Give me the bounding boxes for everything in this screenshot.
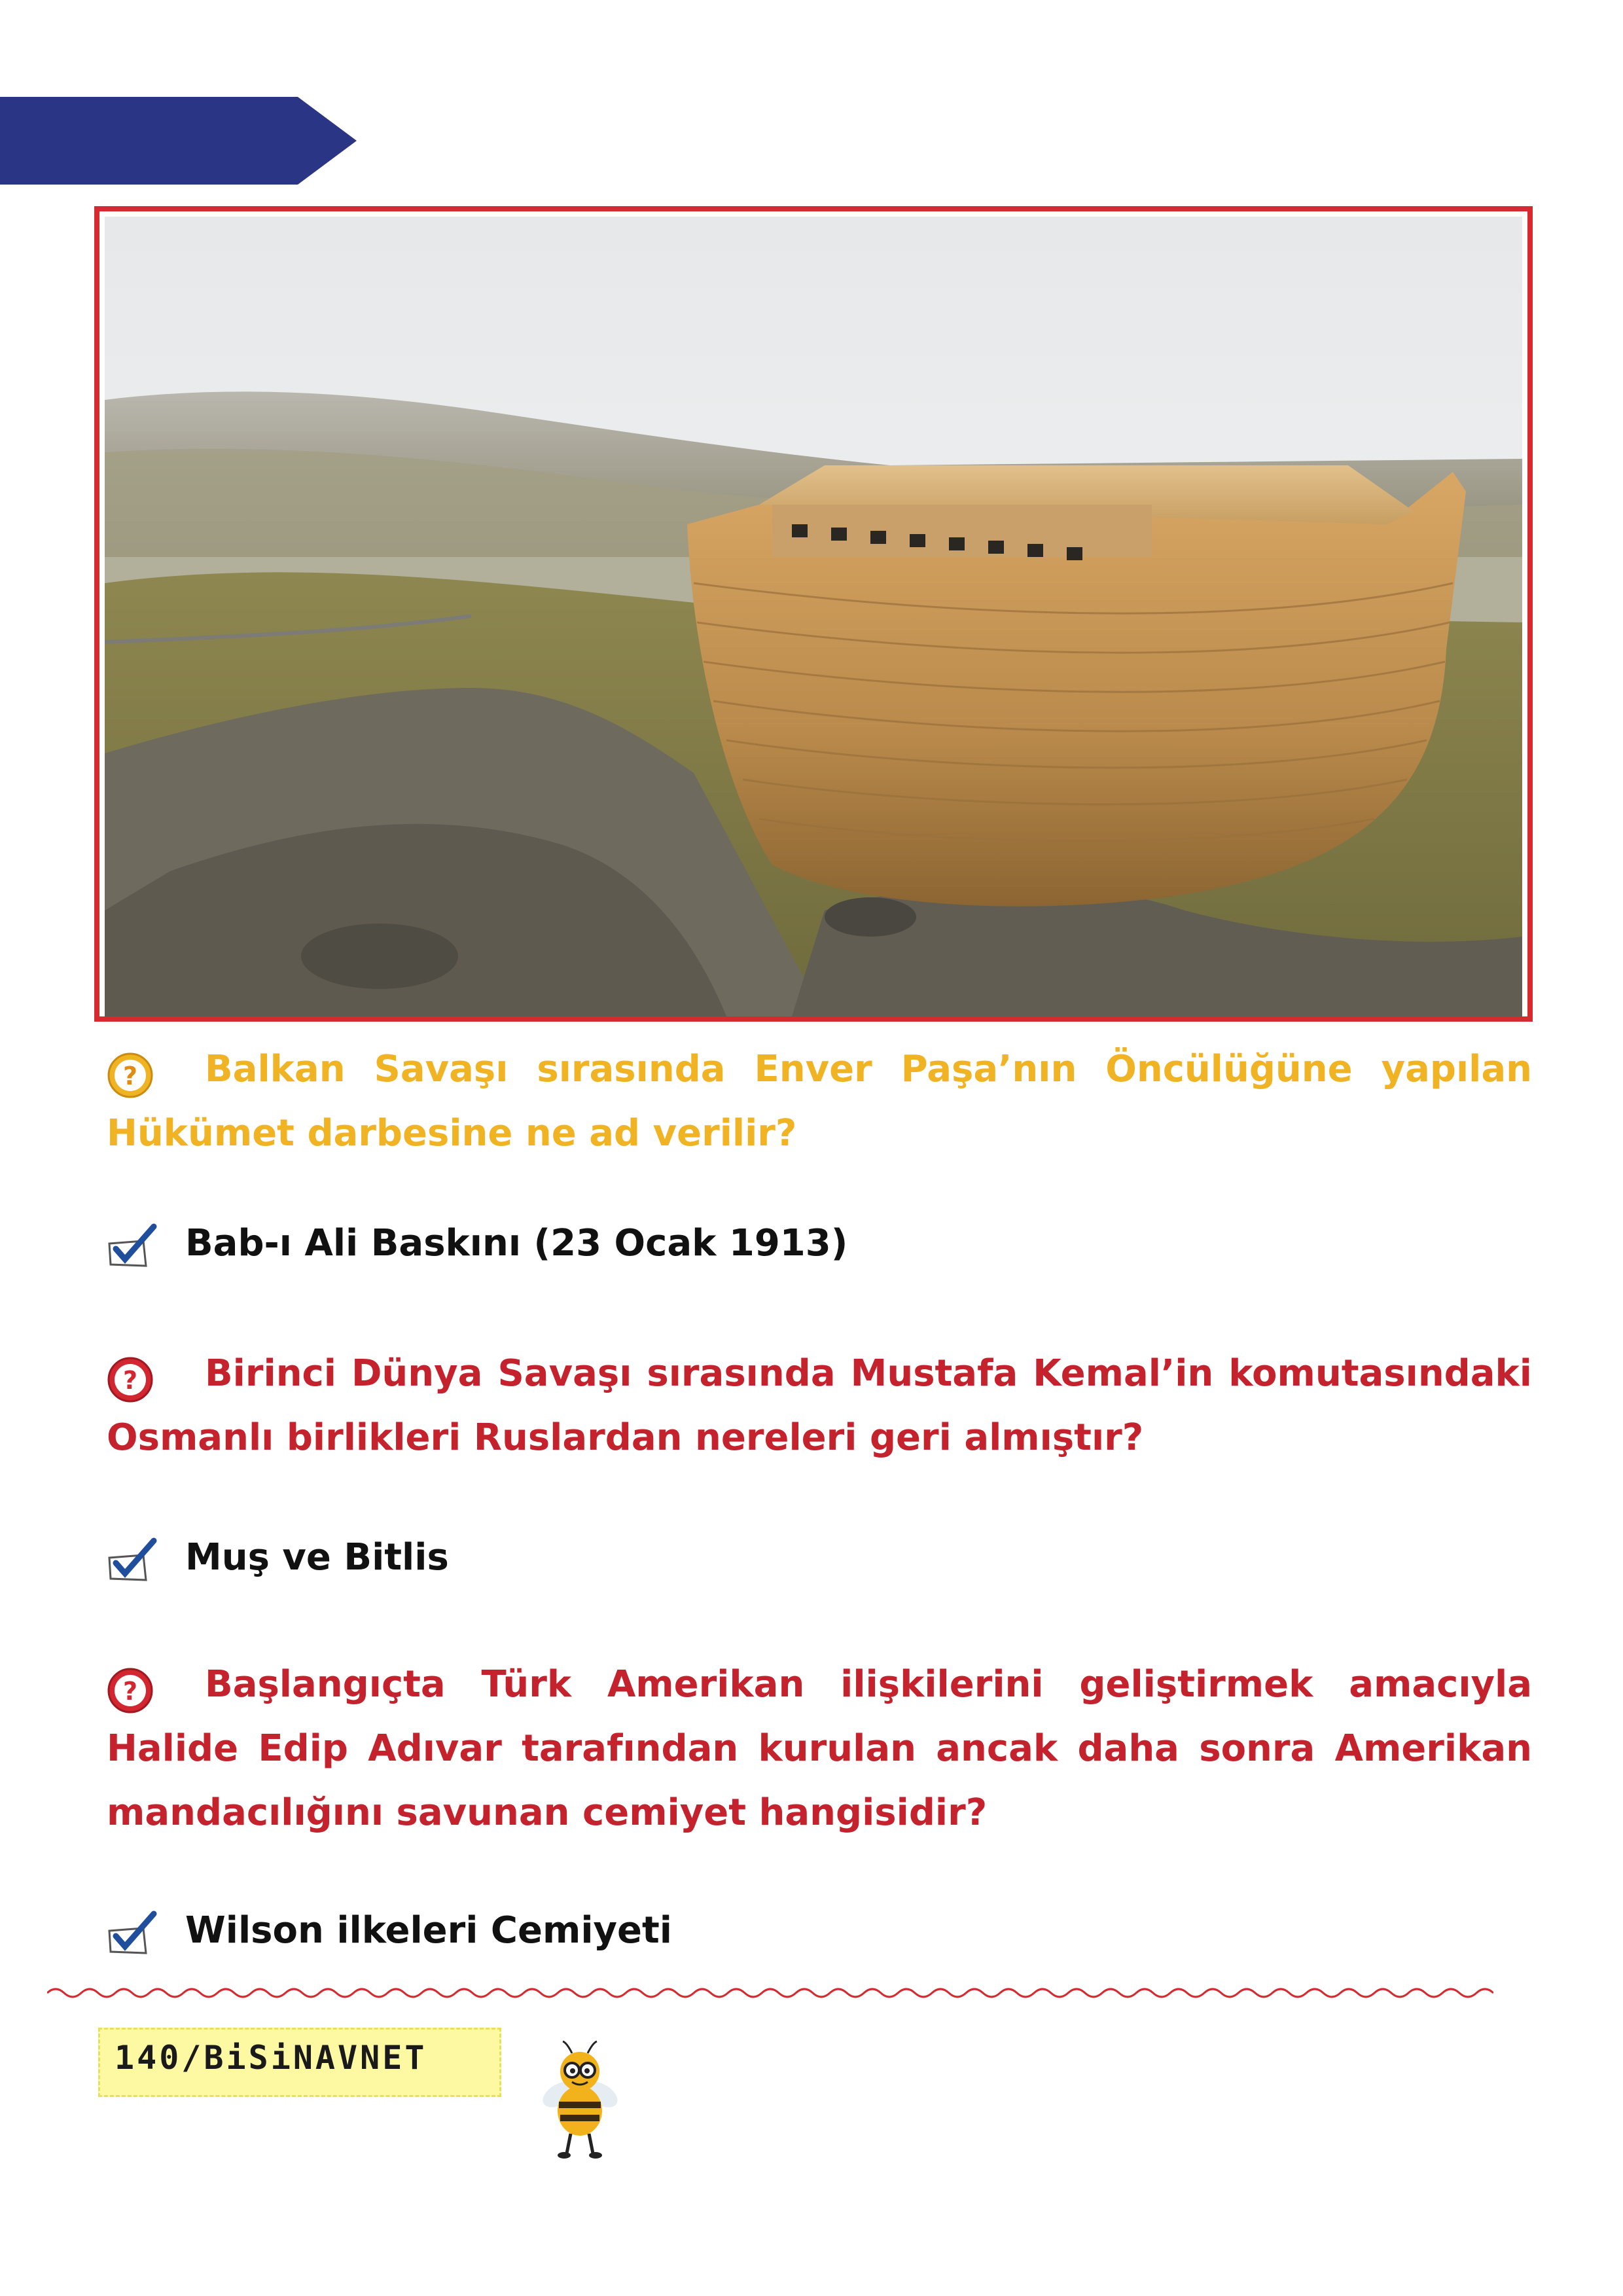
qa-block-2 <box>107 1342 1532 1470</box>
page-number-label: 140/BiSiNAVNET <box>115 2039 427 2077</box>
header-arrow-banner <box>0 97 357 185</box>
wavy-divider <box>47 1983 1493 2003</box>
answer-text: Muş ve Bitlis <box>185 1536 449 1579</box>
svg-text:?: ? <box>122 1677 138 1706</box>
checkbox-check-icon <box>107 1537 158 1583</box>
question-bubble-icon <box>107 1667 154 1714</box>
answer-text: Bab-ı Ali Baskını (23 Ocak 1913) <box>185 1222 848 1265</box>
qa-block-1 <box>107 1037 1532 1166</box>
question-text: Başlangıçta Türk Amerikan ilişkilerini geliştirmek amacıyla Halide Edip Adıvar tarafından kurulan ancak daha sonra Amerikan mandacılığını savunan cemiyet hangisidir? <box>107 1663 1532 1834</box>
checkbox-check-icon <box>107 1910 158 1956</box>
question-text: Balkan Savaşı sırasında Enver Paşa’nın Öncülüğüne yapılan Hükümet darbesine ne ad verilir? <box>107 1048 1532 1155</box>
svg-text:?: ? <box>122 1366 138 1395</box>
question-bubble-icon <box>107 1052 154 1099</box>
page-number-badge <box>98 2028 501 2097</box>
answer-text: Wilson ilkeleri Cemiyeti <box>185 1909 672 1952</box>
question-bubble-icon <box>107 1356 154 1403</box>
checkbox-check-icon <box>107 1223 158 1268</box>
answer-block-3 <box>107 1898 1532 1964</box>
svg-text:?: ? <box>122 1062 138 1090</box>
answer-block-1 <box>107 1211 1532 1276</box>
qa-block-3 <box>107 1653 1532 1845</box>
bee-mascot-icon <box>524 2032 635 2163</box>
answer-block-2 <box>107 1525 1532 1590</box>
landscape-illustration <box>105 217 1522 1016</box>
question-text: Birinci Dünya Savaşı sırasında Mustafa Kemal’in komutasındaki Osmanlı birlikleri Ruslardan nereleri geri almıştır? <box>107 1352 1532 1459</box>
noahs-ark-photo <box>94 206 1533 1022</box>
